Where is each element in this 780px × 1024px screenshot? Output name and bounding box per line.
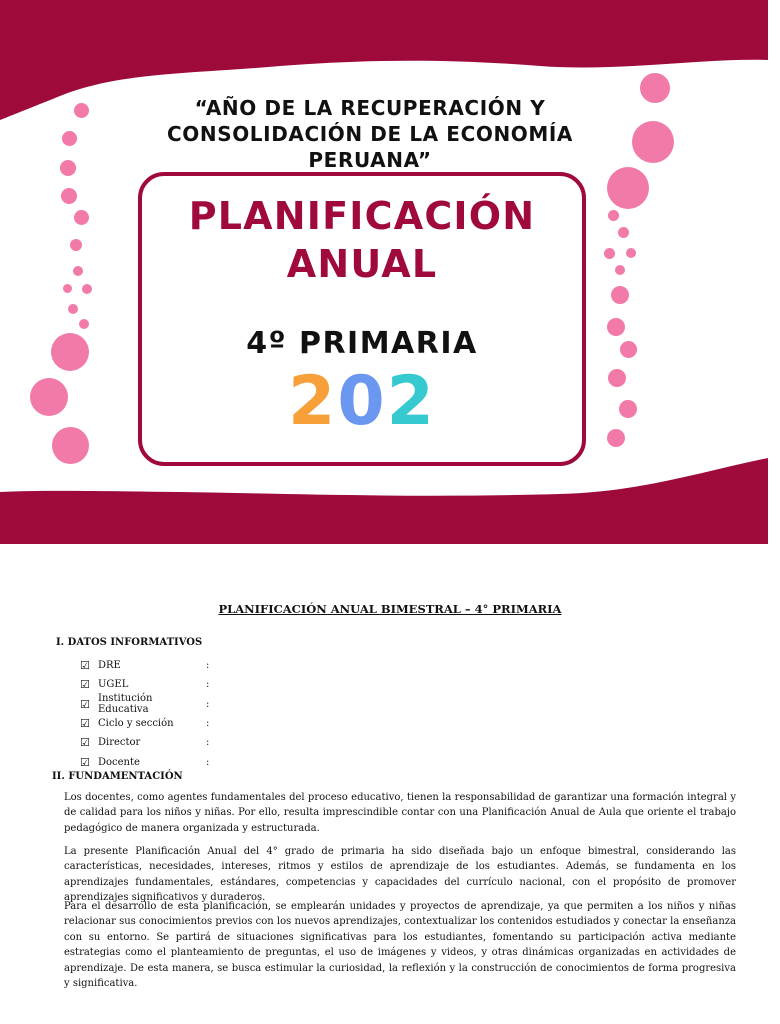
data-fields-list (80, 656, 216, 772)
field-separator: : (206, 698, 210, 710)
year-digit: 2 (386, 362, 436, 441)
year-digit: 2 (288, 362, 338, 441)
decor-dot (619, 400, 637, 418)
decor-dot (70, 239, 82, 251)
cover-title-line: ANUAL (286, 242, 438, 286)
field-label: Institución Educativa (98, 693, 153, 716)
decor-dot (68, 304, 78, 314)
field-separator: : (206, 679, 210, 691)
bottom-wave-band (0, 458, 768, 544)
decor-dot (608, 369, 626, 387)
field-label: Director (98, 737, 141, 749)
year-digit: 0 (337, 362, 387, 441)
field-label: Docente (98, 756, 140, 768)
decor-dot (60, 160, 76, 176)
section-heading-fundamentacion: II. FUNDAMENTACIÓN (52, 771, 183, 782)
cover-title-card (138, 172, 586, 466)
body-paragraph: Para el desarrollo de esta planificación, se emplearán unidades y proyectos de aprendizaje, ya que permiten a los niños y niñas relacionar sus conocimientos previos con los nuevos aprendizajes, contextualizar los contenidos estudiados y conectar la enseñanza con su entorno. Se partirá de situaciones significativas para los estudiantes, fomentando su participación activa mediante estrategias como el planteamiento de preguntas, el uso de imágenes y videos, y otras dinámicas organizadas en actividades de aprendizaje. De esta manera, se busca estimular la curiosidad, la reflexión y la construcción de conocimientos de forma progresiva y significativa. (64, 901, 736, 990)
list-item (80, 695, 216, 714)
cover-title-line: PLANIFICACIÓN (188, 194, 536, 238)
decor-dot (607, 318, 625, 336)
list-item (80, 714, 216, 733)
field-label: Ciclo y sección (98, 718, 174, 730)
motto-line: “AÑO DE LA RECUPERACIÓN Y (194, 96, 546, 120)
document-title: PLANIFICACIÓN ANUAL BIMESTRAL – 4° PRIMARIA (218, 602, 562, 616)
decor-dot (615, 265, 625, 275)
checkbox-checked-icon: ☑ (80, 659, 90, 673)
list-item (80, 752, 216, 771)
decor-dot (74, 103, 89, 118)
section-heading-datos: I. DATOS INFORMATIVOS (56, 637, 203, 648)
decor-dot (61, 188, 77, 204)
decor-dot (62, 131, 77, 146)
decor-dot (79, 319, 89, 329)
decor-dot (640, 73, 670, 103)
motto-line: CONSOLIDACIÓN DE LA ECONOMÍA (166, 122, 574, 146)
body-paragraph: La presente Planificación Anual del 4° grado de primaria ha sido diseñada bajo un enfoque bimestral, considerando las características, necesidades, intereses, ritmos y estilos de aprendizaje de los estudiantes. Además, se fundamenta en los aprendizajes fundamentales, estándares, competencias y capacidades del currículo nacional, con el propósito de promover aprendizajes significativos y duraderos. (64, 846, 736, 904)
field-separator: : (206, 718, 210, 730)
grade-label: 4º PRIMARIA (246, 326, 478, 361)
year-motto (120, 95, 620, 172)
decor-dot (611, 286, 629, 304)
document-page (0, 544, 768, 1024)
decor-dot (607, 167, 649, 209)
checkbox-checked-icon: ☑ (80, 755, 90, 769)
decor-dot (51, 333, 89, 371)
checkbox-checked-icon: ☑ (80, 678, 90, 692)
list-item (80, 675, 216, 694)
decor-dot (52, 427, 89, 464)
motto-line: PERUANA” (308, 148, 432, 172)
decor-dot (608, 210, 619, 221)
decor-dot (626, 248, 636, 258)
decor-dot (607, 429, 625, 447)
decor-dot (30, 378, 68, 416)
decor-dot (82, 284, 92, 294)
decor-dot (74, 210, 89, 225)
cover-title (142, 192, 582, 288)
decor-dot (632, 121, 674, 163)
field-separator: : (206, 756, 210, 768)
field-label: DRE (98, 660, 121, 672)
decor-dot (620, 341, 637, 358)
field-separator: : (206, 737, 210, 749)
checkbox-checked-icon: ☑ (80, 717, 90, 731)
field-label: UGEL (98, 679, 129, 691)
checkbox-checked-icon: ☑ (80, 736, 90, 750)
decor-dot (618, 227, 629, 238)
decor-dot (63, 284, 72, 293)
body-paragraph: Los docentes, como agentes fundamentales del proceso educativo, tienen la responsabilidad de garantizar una formación integral y de calidad para los niños y niñas. Por ello, resulta imprescindible contar con una Planificación Anual de Aula que oriente el trabajo pedagógico de manera organizada y estructurada. (64, 792, 736, 834)
year-number (142, 362, 582, 441)
decor-dot (604, 248, 615, 259)
checkbox-checked-icon: ☑ (80, 697, 90, 711)
field-separator: : (206, 660, 210, 672)
list-item (80, 656, 216, 675)
decor-dot (73, 266, 83, 276)
list-item (80, 733, 216, 752)
